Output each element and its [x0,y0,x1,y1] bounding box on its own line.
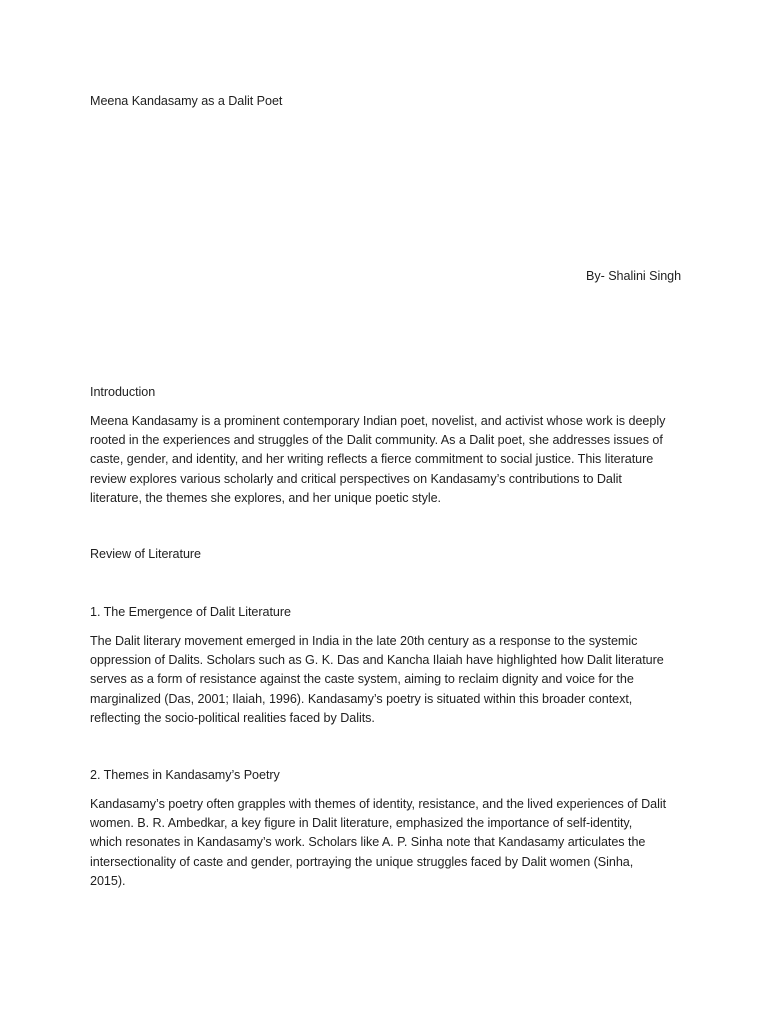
paragraph-line: literature, the themes she explores, and her unique poetic style. [90,490,441,505]
paragraph-line: Meena Kandasamy is a prominent contemporary Indian poet, novelist, and activist whose work is deeply [90,414,666,428]
introduction-paragraph [90,412,690,508]
section-2-heading: 2. Themes in Kandasamy’s Poetry [90,768,280,782]
paragraph-line: serves as a form of resistance against the caste system, aiming to reclaim dignity and voice for the [90,672,634,687]
section-1-heading: 1. The Emergence of Dalit Literature [90,605,291,619]
section-2-paragraph [90,795,690,891]
paragraph-line: reflecting the socio-political realities faced by Dalits. [90,710,375,725]
review-of-literature-heading: Review of Literature [90,547,201,561]
introduction-heading: Introduction [90,385,156,399]
paragraph-line: rooted in the experiences and struggles of the Dalit community. As a Dalit poet, she addresses issues of [90,433,663,448]
paragraph-line: intersectionality of caste and gender, portraying the unique struggles faced by Dalit women (Sinha, [90,854,634,869]
section-1-paragraph [90,632,690,728]
paragraph-line: marginalized (Das, 2001; Ilaiah, 1996). Kandasamy’s poetry is situated within this broader context, [90,691,633,706]
paragraph-line: women. B. R. Ambedkar, a key figure in Dalit literature, emphasized the importance of self-identity, [90,816,633,831]
document-title: Meena Kandasamy as a Dalit Poet [90,94,283,108]
paragraph-line: The Dalit literary movement emerged in India in the late 20th century as a response to the systemic [90,634,638,648]
paragraph-line: oppression of Dalits. Scholars such as G. K. Das and Kancha Ilaiah have highlighted how Dalit literature [90,653,664,668]
paragraph-line: caste, gender, and identity, and her writing reflects a fierce commitment to social justice. This literature [90,452,654,467]
paragraph-line: review explores various scholarly and critical perspectives on Kandasamy’s contributions to Dalit [90,471,622,486]
author-byline: By- Shalini Singh [586,269,682,283]
paragraph-line: Kandasamy’s poetry often grapples with themes of identity, resistance, and the lived experiences of Dalit [90,797,667,811]
paragraph-line: which resonates in Kandasamy’s work. Scholars like A. P. Sinha note that Kandasamy articulates the [90,835,646,850]
paragraph-line: 2015). [90,873,126,888]
